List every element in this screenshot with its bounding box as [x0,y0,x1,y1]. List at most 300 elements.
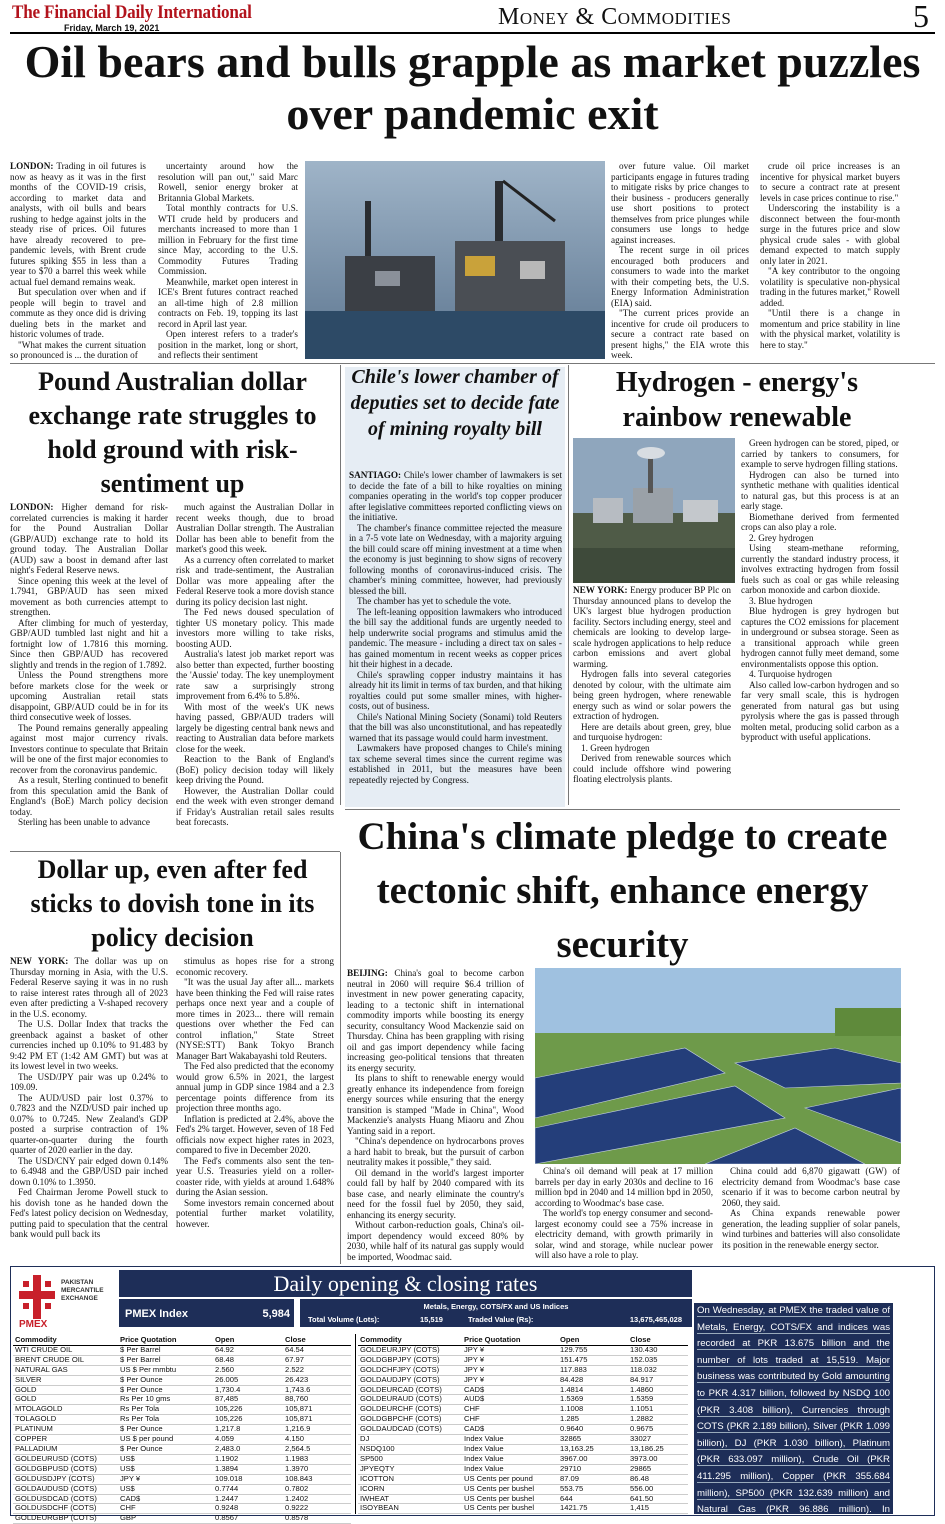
commodity-cell: SILVER [13,1375,118,1385]
commodity-cell: GOLDUSDCAD (COTS) [13,1494,118,1504]
commodity-cell: WTI CRUDE OIL [13,1345,118,1355]
open-cell: 105,226 [213,1415,283,1425]
headline-pound: Pound Australian dollar exchange rate struggles to hold ground with risk-sentiment up [28,367,317,498]
open-cell: 87.09 [558,1474,628,1484]
article-chile [349,470,562,806]
article-paragraph: However, the Australian Dollar could end the week with even stronger demand if Friday's Australian retail sales results beat forecasts. [176,785,334,827]
quotation-cell: $ Per Barrel [118,1345,213,1355]
open-cell: 2,483.0 [213,1444,283,1454]
close-cell: 86.48 [628,1474,688,1484]
close-cell: 13,186.25 [628,1444,688,1454]
article-paragraph: Lawmakers have proposed changes to Chile's mining tax scheme several times since the current regime was established in 2011, but the measures have been repeatedly rejected by Congress. [349,743,562,785]
commodity-cell: GOLD [13,1385,118,1395]
close-cell: 26.423 [283,1375,351,1385]
commodity-cell: DJ [358,1435,462,1445]
article-paragraph: stimulus as hopes rise for a strong economic recovery. [176,956,334,977]
commodity-cell: GOLDEURAUD (COTS) [358,1395,462,1405]
quotation-cell: US Cents per bushel [462,1504,558,1514]
table-row [358,1425,688,1435]
article-paragraph: Green hydrogen can be stored, piped, or carried by tankers to consumers, for example to serve hydrogen filling stations. [741,438,899,469]
pmex-index-bar [119,1299,294,1327]
article-china-col3 [722,1166,900,1262]
article-paragraph: The U.S. Dollar Index that tracks the greenback against a basket of other currencies inched up 0.10% to 91.483 by 9:42 PM ET (1:42 AM GMT) but was at its lowest level in two weeks. [10,1019,168,1071]
article-paragraph: Underscoring the instability is a disconnect between the four-month surge in the futures price and slow physical crude sales - with global demand expected to match supply only later in 2021. [760,203,900,266]
commodity-cell: GOLDUSDCHF (COTS) [13,1504,118,1514]
article-hydrogen-col1 [573,585,731,807]
close-cell: 3973.00 [628,1454,688,1464]
article-paragraph: SANTIAGO: Chile's lower chamber of lawmakers is set to decide the fate of a bill to hike royalties on mining companies operating in the world's top copper producer after legislative committees reported conflicting views on the initiative. [349,470,562,522]
metals-header: Metals, Energy, COTS/FX and US Indices [423,1302,569,1311]
quotation-cell: Index Value [462,1435,558,1445]
open-cell: 129.755 [558,1345,628,1355]
commodity-cell: GOLDCHFJPY (COTS) [358,1365,462,1375]
commodity-cell: PALLADIUM [13,1444,118,1454]
headline-dollar: Dollar up, even after fed sticks to dovish tone in its policy decision [30,855,315,952]
article-paragraph: Blue hydrogen is grey hydrogen but captures the CO2 emissions for placement in underground or subsea storage. Seen as a transitional approach while green hydrogen cannot fully meet demand, some environmentalists oppose this option. [741,606,899,669]
table-row [358,1444,688,1454]
quotation-cell: GBP [118,1514,213,1524]
close-cell: 1,216.9 [283,1425,351,1435]
table-row [13,1385,351,1395]
table-row [358,1454,688,1464]
commodity-cell: GOLDGBPCHF (COTS) [358,1415,462,1425]
open-cell: 3967.00 [558,1454,628,1464]
table-row [358,1435,688,1445]
table-row [358,1395,688,1405]
article-paragraph: Oil demand in the world's largest importer could fall by half by 2040 compared with its base case, and nearly eliminate the country's need for the fossil fuel by 2050, they said, enhancing its energy security. [347,1167,524,1220]
commodity-cell: GOLDAUDJPY (COTS) [358,1375,462,1385]
masthead [10,2,935,34]
table-row [358,1504,688,1514]
quotation-cell: US Cents per bushel [462,1484,558,1494]
close-cell: 1.4860 [628,1385,688,1395]
market-summary-note [694,1303,893,1514]
table-row [13,1484,351,1494]
open-cell: 26.005 [213,1375,283,1385]
commodity-cell: GOLDGBPJPY (COTS) [358,1355,462,1365]
open-cell: 68.48 [213,1355,283,1365]
quotation-cell: CHF [118,1504,213,1514]
table-row [13,1454,351,1464]
commodity-cell: TOLAGOLD [13,1415,118,1425]
open-cell: 0.9248 [213,1504,283,1514]
close-cell: 0.7802 [283,1484,351,1494]
table-row [13,1405,351,1415]
close-cell: 1.2402 [283,1494,351,1504]
article-paragraph: Hydrogen can also be turned into synthetic methane with qualities identical to natural gas, but this process is at an early stage. [741,469,899,511]
close-cell: 4.150 [283,1435,351,1445]
commodity-cell: BRENT CRUDE OIL [13,1355,118,1365]
open-cell: 1.1902 [213,1454,283,1464]
table-row [358,1474,688,1484]
table-row [13,1375,351,1385]
article-paragraph: The USD/JPY pair was up 0.24% to 109.09. [10,1071,168,1092]
article-paragraph: LONDON: Trading in oil futures is now as heavy as it was in the first months of the COVID-19 crisis, according to market data and analysts, with oil bulls and bears rushing to hedge against jolts in the steady rise of prices. Oil futures have already recovered to pre-pandemic levels, with Brent crude futures spiking $55 in less than a year to $70 a barrel this week while actual fuel demand remains weak. [10,161,146,287]
rates-table-right [358,1336,688,1514]
article-paragraph: Fed Chairman Jerome Powell stuck to his dovish tone as he handed down the Fed's latest policy decision on Wednesday, putting paid to speculation that the central bank would pull back its [10,1187,168,1239]
table-row [13,1355,351,1365]
commodity-cell: NATURAL GAS [13,1365,118,1375]
open-cell: 13,163.25 [558,1444,628,1454]
commodity-cell: NSDQ100 [358,1444,462,1454]
close-cell: 29865 [628,1464,688,1474]
open-cell: 105,226 [213,1405,283,1415]
close-cell: 1.2882 [628,1415,688,1425]
commodity-cell: ICOTTON [358,1474,462,1484]
close-cell: 152.035 [628,1355,688,1365]
commodity-cell: GOLDEURCHF (COTS) [358,1405,462,1415]
article-china-col2 [535,1166,713,1262]
table-row [13,1345,351,1355]
article-paragraph: Chile's sprawling copper industry maintains it has already hit its limit in terms of tax burden, and that hiking royalties could put some smaller mines, with higher-costs, out of business. [349,669,562,711]
article-hydrogen-col2 [741,438,899,806]
quotation-cell: US Cents per pound [462,1474,558,1484]
article-dollar-col2 [176,956,334,1262]
index-value: 5,984 [262,1308,290,1320]
quotation-cell: $ Per Ounce [118,1375,213,1385]
col-header: Open [558,1336,628,1345]
close-cell: 1.3970 [283,1464,351,1474]
article-paragraph: Unless the Pound strengthens more before markets close for the week or upcoming Australian retail stats disappoint, GBP/AUD could be in for its third consecutive week of losses. [10,670,168,722]
divider [340,365,341,805]
article-paragraph [611,361,749,362]
article-paragraph: NEW YORK: Energy producer BP Plc on Thursday announced plans to develop the UK's largest blue hydrogen production facility. Sectors including energy, steel and chemicals are looking to develop large-scale hydrogen applications to help reduce carbon emissions and avert global warming. [573,585,731,669]
close-cell: 2.522 [283,1365,351,1375]
article-paragraph: "China's dependence on hydrocarbons proves a hard habit to break, but the pursuit of carbon neutrality makes it possible," they said. [347,1136,524,1167]
table-row [358,1405,688,1415]
close-cell: 1.5359 [628,1395,688,1405]
table-row [13,1464,351,1474]
quotation-cell: Rs Per Tola [118,1415,213,1425]
open-cell: 29710 [558,1464,628,1474]
open-cell: 109.018 [213,1474,283,1484]
table-row [358,1464,688,1474]
article-paragraph: 1. Green hydrogen [581,742,650,753]
issue-date: Friday, March 19, 2021 [64,23,160,33]
article-paragraph: With most of the week's UK news having passed, GBP/AUD traders will largely be digesting central bank news and reacting to Australian data before markets close for the week. [176,701,334,754]
open-cell: 1.4814 [558,1385,628,1395]
open-cell: 151.475 [558,1355,628,1365]
divider [10,851,340,852]
close-cell: 33027 [628,1435,688,1445]
quotation-cell: US$ [118,1464,213,1474]
commodity-cell: GOLDUSDJPY (COTS) [13,1474,118,1484]
open-cell: 87,485 [213,1395,283,1405]
divider [355,1334,356,1514]
article-paragraph: NEW YORK: The dollar was up on Thursday morning in Asia, with the U.S. Federal Reserve saying it was in no rush to raise interest rates through all of 2023 even after predicting a V-shaped recovery in the U.S. economy. [10,956,168,1019]
open-cell: 644 [558,1494,628,1504]
headline-chile: Chile's lower chamber of deputies set to decide fate of mining royalty bill [350,366,560,440]
commodity-cell: PLATINUM [13,1425,118,1435]
article-paragraph: Without carbon-reduction goals, China's oil-import dependency would exceed 80% by 2030, while half of its natural gas supply would be imported, Woodmac said. [347,1220,524,1262]
quotation-cell: Index Value [462,1444,558,1454]
close-cell: 84.917 [628,1375,688,1385]
article-paragraph: Here are details about green, grey, blue and turquoise hydrogen: [573,721,731,742]
article-paragraph: Since opening this week at the level of 1.7941, GBP/AUD has seen mixed movement as both currencies attempt to strengthen. [10,575,168,617]
close-cell: 0.9675 [628,1425,688,1435]
article-paragraph: Derived from renewable sources which could include offshore wind powering floating electrolysis plants. [573,753,731,784]
rates-title: Daily opening & closing rates [119,1270,692,1297]
close-cell: 0.8578 [283,1514,351,1524]
article-paragraph: 3. Blue hydrogen [749,595,813,606]
commodity-cell: GOLDAUDCAD (COTS) [358,1425,462,1435]
quotation-cell: Index Value [462,1464,558,1474]
commodity-cell: GOLDEURUSD (COTS) [13,1454,118,1464]
article-paragraph: But speculation over when and if people will begin to travel and commute as they once did is driving dueling bets in the market and historic volumes of trade. [10,287,146,339]
commodity-cell: IWHEAT [358,1494,462,1504]
article-paragraph: Biomethane derived from fermented crops can also play a role. [741,511,899,532]
article-paragraph: The AUD/USD pair lost 0.37% to 0.7823 and the NZD/USD pair inched up 0.07% to 0.7245. New Zealand's GDP posted a surprise contraction of 1% quarter-on-quarter during the fourth quarter of 2020 earlier in the day. [10,1092,168,1155]
open-cell: 32865 [558,1435,628,1445]
quotation-cell: US $ Per mmbtu [118,1365,213,1375]
article-paragraph: Total monthly contracts for U.S. WTI crude held by producers and merchants increased to more than 1 million in February for the first time since May, according to the U.S. Commodity Futures Trading Commission. [158,203,298,276]
close-cell: 641.50 [628,1494,688,1504]
article-paragraph: After climbing for much of yesterday, GBP/AUD tumbled last night and hit a fortnight low of 1.7816 this morning. Since then GBP/AUD has recovered slightly and trends in the region of 1.7892. [10,617,168,670]
col-header: Close [283,1336,351,1345]
close-cell: 2,564.5 [283,1444,351,1454]
article-paragraph: Reaction to the Bank of England's (BoE) policy decision today will likely keep driving the Pound. [176,754,334,785]
market-summary-text: On Wednesday, at PMEX the traded value of Metals, Energy, COTS/FX and indices was recorded at PKR 13.675 billion and the number of lots traded at 15,519. Major business was contributed by Gold amounting to PKR 4.317 billion, followed by NSDQ 100 (PKR 3.408 billion), Currencies through COTS (PKR 2.189 billion), Silver (PKR 1.099 billion), DJ (PKR 1.030 billion), Platinum (PKR 633.097 million), Crude Oil (PKR 411.295 million), Copper (PKR 355.684 million), SP500 (PKR 132.639 million) and Natural Gas (PKR 96.886 million). In [697,1305,890,1514]
volume-label: Total Volume (Lots): [308,1315,380,1324]
commodity-cell: ISOYBEAN [358,1504,462,1514]
close-cell: 0.9222 [283,1504,351,1514]
headline-hydrogen: Hydrogen - energy's rainbow renewable [615,367,859,433]
article-paragraph: much against the Australian Dollar in recent weeks though, due to broad Australian Dollar strength. The Australian Dollar has been able to benefit from the market's good this week. [176,502,334,554]
close-cell: 105,871 [283,1415,351,1425]
commodity-cell: GOLDEURCAD (COTS) [358,1385,462,1395]
table-row [358,1375,688,1385]
open-cell: 1.3894 [213,1464,283,1474]
commodity-cell: JPYEQTY [358,1464,462,1474]
oil-platform-photo [305,161,605,359]
table-row [358,1355,688,1365]
article-paragraph: The recent surge in oil prices encouraged both producers and consumers to wade into the market with their competing bets, the U.S. Energy Information Administration (EIA) said. [611,245,749,308]
table-row [358,1484,688,1494]
volume-bar [300,1299,692,1327]
article-paragraph: over future value. Oil market participants engage in futures trading to mitigate risks by price changes to their business - producers generally use short positions to protect themselves from price plunges while consumers use longs to hedge against increases. [611,161,749,245]
open-cell: 1,217.8 [213,1425,283,1435]
col-header: Price Quotation [118,1336,213,1345]
commodity-cell: COPPER [13,1435,118,1445]
close-cell: 1.1983 [283,1454,351,1464]
article-paragraph: "The current prices provide an incentive for crude oil producers to secure a contract rate based on present highs," the EIA wrote this week. [611,308,749,360]
close-cell: 108.843 [283,1474,351,1484]
article-paragraph: Using steam-methane reforming, currently the standard industry process, it involves extracting hydrogen from fossil fuels such as coal or gas while releasing carbon monoxide and carbon dioxide. [741,543,899,595]
open-cell: 4.059 [213,1435,283,1445]
traded-label: Traded Value (Rs): [468,1315,534,1324]
quotation-cell: JPY ¥ [462,1375,558,1385]
table-row [358,1385,688,1395]
table-row [13,1494,351,1504]
commodity-cell: GOLDGBPUSD (COTS) [13,1464,118,1474]
close-cell: 1.1051 [628,1405,688,1415]
commodity-cell: GOLDEURGBP (COTS) [13,1514,118,1524]
close-cell: 64.54 [283,1345,351,1355]
article-paragraph: BEIJING: China's goal to become carbon neutral in 2060 will require $6.4 trillion of investment in new power generating capacity, leading to a tectonic shift in international commodity imports while boosting its energy security, consultancy Wood Mackenzie said on Thursday. China has been grappling with rising oil and gas import dependency while facing increasing geo-political tensions that threaten its energy security. [347,968,524,1073]
article-paragraph: The chamber has yet to schedule the vote. [357,596,512,606]
open-cell: 0.7744 [213,1484,283,1494]
open-cell: 1421.75 [558,1504,628,1514]
table-row [358,1494,688,1504]
article-paragraph: The left-leaning opposition lawmakers who introduced the bill say the additional funds are urgently needed to help underwrite social programs and stimulus amid the pandemic. The measure - including a direct tax on sales - has gained momentum in recent weeks as copper prices hit their highest in a decade. [349,606,562,669]
quotation-cell: CHF [462,1405,558,1415]
article-paragraph: "What makes the current situation so pronounced is ... the duration of [10,339,146,360]
article-pound-col2 [176,502,334,848]
close-cell: 118.032 [628,1365,688,1375]
commodity-cell: SP500 [358,1454,462,1464]
table-row [13,1504,351,1514]
article-paragraph: Australia's latest job market report was also better than expected, further boosting the 'Aussie' today. The key unemployment rate saw a surprisingly strong improvement from 6.4% to 5.8%. [176,649,334,701]
open-cell: 0.8567 [213,1514,283,1524]
section-title: Money & Commodities [498,4,732,30]
article-paragraph: 4. Turquoise hydrogen [749,669,832,679]
quotation-cell: US$ [118,1484,213,1494]
logo-abbr: PMEX [19,1319,48,1330]
open-cell: 0.9640 [558,1425,628,1435]
traded-value: 13,675,465,028 [629,1315,682,1324]
close-cell: 1,743.6 [283,1385,351,1395]
quotation-cell: CAD$ [462,1425,558,1435]
article-paragraph: As a currency often correlated to market risk and trade-sentiment, the Australian Dollar was more appealing after the Federal Reserve took a more dovish stance during its policy decision last night. [176,554,334,607]
table-row [358,1415,688,1425]
article-oil-col2 [158,161,298,361]
open-cell: 553.75 [558,1484,628,1494]
article-paragraph: Hydrogen falls into several categories denoted by colour, with the ultimate aim being green hydrogen, where renewable energy such as wind or solar powers the extraction of hydrogen. [573,669,731,721]
quotation-cell: CAD$ [462,1385,558,1395]
commodity-cell: GOLDEURJPY (COTS) [358,1345,462,1355]
article-paragraph: China could add 6,870 gigawatt (GW) of electricity demand from Woodmac's base case scenario if it was to become carbon neutral by 2060, they said. [722,1166,900,1208]
quotation-cell: JPY ¥ [462,1345,558,1355]
pmex-emblem-icon [17,1273,57,1321]
quotation-cell: $ Per Ounce [118,1444,213,1454]
quotation-cell: AUD$ [462,1395,558,1405]
article-oil-col1 [10,161,146,361]
close-cell: 88,760 [283,1395,351,1405]
open-cell: 1,730.4 [213,1385,283,1395]
table-row [13,1415,351,1425]
open-cell: 2.560 [213,1365,283,1375]
article-paragraph: Some investors remain concerned about potential further market volatility, however. [176,1197,334,1229]
article-oil-col3 [611,161,749,361]
article-paragraph: The world's top energy consumer and second-largest economy could see a 75% increase in electricity demand, with growth primarily in solar, wind and storage, while nuclear power will also have a role to play. [535,1208,713,1260]
table-row [13,1365,351,1375]
rates-table-left [13,1336,351,1524]
article-paragraph: "It was the usual Jay after all... markets have been thinking the Fed will raise rates perhaps once next year and a couple of more times in 2023... there will remain questions over whether the Fed can control inflation," State Street (NYSE:STT) Bank Tokyo Branch Manager Bart Wakabayashi told Reuters. [176,977,334,1061]
article-paragraph: "Until there is a change in momentum and price stability in line with the physical market, volatility is here to stay." [760,308,900,350]
quotation-cell: US Cents per bushel [462,1494,558,1504]
pmex-logo [11,1267,119,1332]
open-cell: 1.285 [558,1415,628,1425]
table-row [13,1514,351,1524]
article-paragraph: As China expands renewable power generation, the leading supplier of solar panels, wind turbines and batteries will also consolidate its position in the renewable energy sector. [722,1208,900,1250]
quotation-cell: $ Per Ounce [118,1385,213,1395]
table-row [13,1444,351,1454]
open-cell: 64.92 [213,1345,283,1355]
article-paragraph: 2. Grey hydrogen [749,532,814,543]
article-dollar-col1 [10,956,168,1262]
close-cell: 105,871 [283,1405,351,1415]
close-cell: 1,415 [628,1504,688,1514]
close-cell: 556.00 [628,1484,688,1494]
article-pound-col1 [10,502,168,848]
page-number: 5 [913,0,929,34]
quotation-cell: Index Value [462,1454,558,1464]
article-paragraph: uncertainty around how the resolution will pan out," said Marc Rowell, senior energy broker at Britannia Global Markets. [158,161,298,203]
article-paragraph: The USD/CNY pair edged down 0.14% to 6.4948 and the GBP/USD pair inched down 0.10% to 1.3950. [10,1155,168,1187]
article-paragraph: "A key contributor to the ongoing volatility is speculative non-physical trading in the futures market," Rowell added. [760,266,900,308]
quotation-cell: CHF [462,1415,558,1425]
open-cell: 1.1008 [558,1405,628,1415]
open-cell: 117.883 [558,1365,628,1375]
open-cell: 1.5369 [558,1395,628,1405]
article-paragraph: The Pound remains generally appealing against most major currency rivals. Investors continue to speculate that Britain will be one of the first major economies to recover from the coronavirus pandemic. [10,722,168,775]
article-paragraph: Chile's National Mining Society (Sonami) told Reuters that the bill was also unconstitutional, and has repeatedly warned that its passage would could harm investment. [349,711,562,743]
article-paragraph: China's oil demand will peak at 17 million barrels per day in early 2030s and decline to 16 million bpd in 2040 and 14 million bpd in 2050, according to Woodmac's base case. [535,1166,713,1208]
table-row [13,1435,351,1445]
article-paragraph: The Fed's comments also sent the ten-year U.S. Treasuries yield on a roller-coaster ride, with yields at around 1.648% during the Asian session. [176,1155,334,1197]
article-oil-col4 [760,161,900,361]
commodity-cell: MTOLAGOLD [13,1405,118,1415]
quotation-cell: JPY ¥ [462,1365,558,1375]
table-row [358,1365,688,1375]
col-header: Commodity [13,1336,118,1345]
commodity-cell: ICORN [358,1484,462,1494]
article-paragraph: As a result, Sterling continued to benefit from this speculation amid the Bank of England's (BoE) March policy decision today. [10,775,168,817]
quotation-cell: US $ per pound [118,1435,213,1445]
quotation-cell: CAD$ [118,1494,213,1504]
commodity-cell: GOLD [13,1395,118,1405]
col-header: Open [213,1336,283,1345]
article-paragraph: Meanwhile, market open interest in ICE's Brent futures contract reached an all-time high of 2.8 million contracts on Feb. 19, topping its last record in April last year. [158,276,298,329]
open-cell: 1.2447 [213,1494,283,1504]
headline-china: China's climate pledge to create tectonic shift, enhance energy security [357,815,888,966]
article-paragraph: Its plans to shift to renewable energy would greatly enhance its independence from foreign energy sources while ensuring that the energy transition is stamped "Made in China", Wood Mackenzie's analysts Huang Miaoru and Zhou Yanting said in a report. [347,1073,524,1136]
logo-text: PAKISTAN MERCANTILE EXCHANGE [61,1279,104,1302]
quotation-cell: JPY ¥ [462,1355,558,1365]
article-paragraph: The Fed also predicted that the economy would grow 6.5% in 2021, the largest annual jump in GDP since 1984 and a 2.3 percentage points difference from its projection three months ago. [176,1061,334,1113]
divider [340,852,341,1264]
article-paragraph: crude oil price increases is an incentive for physical market buyers to secure a contract rate at present levels in case prices continue to rise." [760,161,900,203]
solar-panels-photo [535,968,901,1164]
article-paragraph: Open interest refers to a trader's position in the market, long or short, and reflects their sentiment [158,329,298,360]
close-cell: 130.430 [628,1345,688,1355]
quotation-cell: $ Per Ounce [118,1425,213,1435]
divider [568,365,569,805]
table-row [13,1425,351,1435]
table-row [13,1395,351,1405]
quotation-cell: Rs Per Tola [118,1405,213,1415]
quotation-cell: $ Per Barrel [118,1355,213,1365]
col-header: Commodity [358,1336,462,1345]
volume-value: 15,519 [420,1315,443,1324]
col-header: Close [628,1336,688,1345]
newspaper-name: The Financial Daily International [12,2,252,23]
quotation-cell: JPY ¥ [118,1474,213,1484]
col-header: Price Quotation [462,1336,558,1345]
index-label: PMEX Index [125,1308,188,1320]
table-row [358,1345,688,1355]
quotation-cell: Rs Per 10 gms [118,1395,213,1405]
article-china-col1 [347,968,524,1262]
article-paragraph: The chamber's finance committee rejected the measure in a 7-5 vote late on Wednesday, with a majority arguing the bill could scare off mining investment at a time when the economy is just beginning to show signs of recovery following months of coronavirus-induced crisis. The chamber's mining committee, however, had previously blessed the bill. [349,522,562,596]
table-row [13,1474,351,1484]
article-paragraph: LONDON: Higher demand for risk-correlated currencies is making it harder for the Pound Australian Dollar (GBP/AUD) exchange rate to hold its ground today. The Australian Dollar (AUD) saw a boost in demand after last night's Federal Reserve news. [10,502,168,575]
article-paragraph: Also called low-carbon hydrogen and so far very small scale, this is hydrogen generated from natural gas but using pyrolysis where the gas is passed through molten metal, producing solid carbon as a byproduct with useful applications. [741,679,899,742]
open-cell: 84.428 [558,1375,628,1385]
commodity-cell: GOLDAUDUSD (COTS) [13,1484,118,1494]
article-paragraph: Sterling has been unable to advance [18,817,150,827]
close-cell: 67.97 [283,1355,351,1365]
